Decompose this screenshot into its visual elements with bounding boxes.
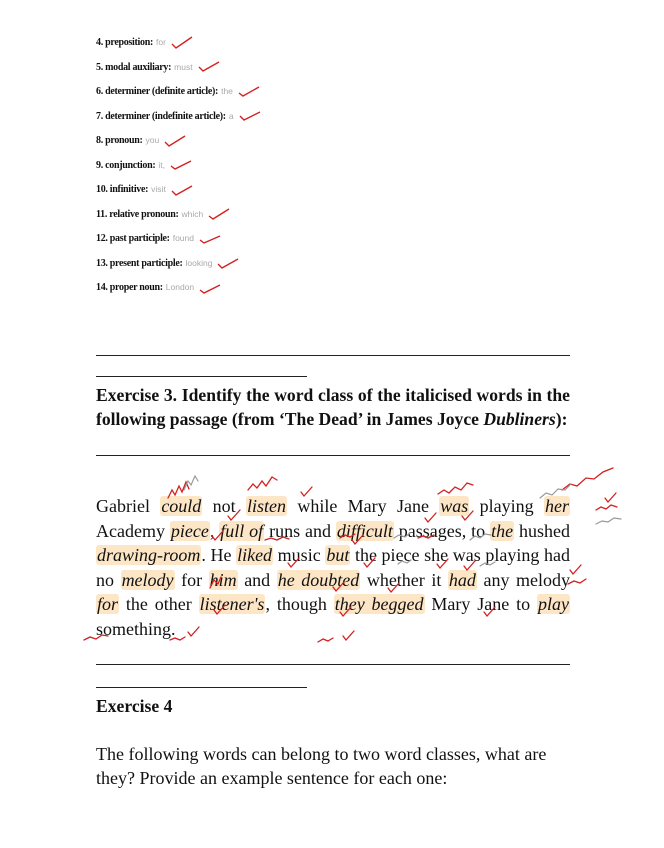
passage-text: any melody	[476, 569, 570, 590]
italic-word: listen	[246, 496, 286, 516]
passage-text: music	[273, 545, 326, 565]
tick-mark-icon	[216, 255, 240, 271]
exercise3-heading	[96, 383, 570, 431]
italic-word: full of	[220, 520, 264, 541]
tick-mark-icon	[237, 84, 261, 100]
heading-text-end: ):	[555, 409, 568, 429]
short-divider	[96, 687, 307, 688]
list-item	[96, 202, 262, 227]
tick-mark-icon	[170, 182, 194, 198]
list-item	[96, 128, 262, 153]
list-item	[96, 251, 262, 276]
passage-text: Academy	[96, 520, 170, 541]
tick-mark-icon	[169, 157, 193, 173]
exercise4-heading: Exercise 4	[96, 696, 173, 716]
short-divider	[96, 376, 307, 377]
item-answer: must	[174, 61, 193, 72]
item-label: 4. preposition:	[96, 37, 153, 48]
scribble-annotation	[248, 477, 277, 490]
exercise4-instructions: The following words can belong to two word classes, what are they? Provide an example sentence for each one:	[96, 744, 547, 788]
passage-text: whether it	[360, 569, 448, 590]
item-label: 11. relative pronoun:	[96, 208, 179, 220]
passage-text: passages, to	[393, 520, 491, 541]
list-item	[96, 275, 262, 300]
list-item	[96, 79, 262, 104]
passage-text: runs and	[264, 520, 336, 541]
italic-word: listener's	[199, 594, 265, 614]
italic-word: liked	[237, 545, 273, 565]
item-label: 9. conjunction:	[96, 159, 156, 171]
italic-word: him	[209, 569, 237, 590]
passage-text: the other	[119, 594, 199, 614]
italic-word: play	[537, 594, 569, 614]
tick-mark-icon	[198, 280, 222, 296]
passage-text: while Mary Jane	[286, 496, 440, 516]
tick-mark-icon	[605, 493, 616, 502]
passage-text: . He	[201, 545, 237, 565]
passage-text: Gabriel	[96, 496, 161, 516]
item-answer: which	[181, 208, 204, 219]
italic-word: had	[448, 569, 476, 590]
passage-text: something.	[96, 618, 176, 639]
scribble-annotation	[596, 505, 617, 510]
italic-word: could	[161, 496, 202, 516]
italic-word: difficult	[336, 520, 393, 541]
italic-word: the	[491, 520, 514, 541]
italic-word: they begged	[334, 594, 424, 614]
item-label: 10. infinitive:	[96, 184, 149, 195]
scribble-annotation	[568, 579, 586, 584]
passage-text: , though	[265, 594, 334, 614]
divider	[96, 355, 570, 356]
italic-word: but	[326, 545, 350, 565]
list-item	[96, 30, 262, 55]
item-label: 13. present participle:	[96, 257, 183, 269]
item-label: 6. determiner (definite article):	[96, 86, 219, 97]
list-item	[96, 153, 262, 178]
divider	[96, 455, 570, 456]
italic-word: her	[544, 496, 569, 516]
joyce-passage	[96, 494, 570, 641]
tick-mark-icon	[197, 59, 221, 75]
heading-book-title: Dubliners	[483, 409, 556, 429]
passage-text: Mary Jane to	[424, 594, 537, 614]
item-answer: a	[228, 110, 234, 121]
passage-text: hushed	[514, 520, 570, 541]
item-answer: for	[156, 37, 166, 47]
item-answer: looking	[185, 257, 213, 268]
item-label: 12. past participle:	[96, 233, 170, 244]
italic-word: he doubted	[277, 569, 360, 590]
item-answer: it,	[158, 159, 166, 170]
scribble-annotation	[562, 468, 613, 490]
pencil-scribble	[596, 518, 621, 524]
item-label: 14. proper noun:	[96, 282, 163, 293]
tick-mark-icon	[170, 35, 194, 51]
item-answer: found	[172, 233, 194, 243]
tick-mark-icon	[238, 108, 262, 124]
italic-word: melody	[121, 569, 174, 590]
list-item	[96, 104, 262, 129]
exercise2-answer-list	[96, 30, 262, 300]
divider	[96, 664, 570, 665]
scribble-annotation	[438, 483, 473, 494]
item-label: 7. determiner (indefinite article):	[96, 110, 226, 122]
item-label: 8. pronoun:	[96, 135, 143, 146]
item-answer: you	[145, 135, 160, 145]
list-item	[96, 226, 262, 251]
italic-word: for	[97, 594, 119, 614]
passage-text: the piece she was playing had no	[96, 545, 570, 590]
passage-text: ,	[209, 520, 220, 541]
passage-text: for	[174, 569, 209, 590]
tick-mark-icon	[163, 133, 187, 149]
italic-word: was	[440, 496, 469, 516]
italic-word: drawing-room	[97, 545, 201, 565]
heading-text: Exercise 3. Identify the word class of the italicised words in the following passage (from ‘The Dead’ in James Joyce	[96, 385, 570, 429]
item-answer: the	[221, 86, 233, 96]
list-item	[96, 177, 262, 202]
item-answer: visit	[151, 184, 166, 194]
tick-mark-icon	[198, 231, 222, 247]
list-item	[96, 55, 262, 80]
item-answer: London	[165, 282, 195, 292]
tick-mark-icon	[207, 206, 231, 222]
italic-word: piece	[170, 520, 209, 541]
passage-text: not	[202, 496, 246, 516]
passage-text: and	[237, 569, 277, 590]
tick-mark-icon	[570, 565, 581, 574]
item-label: 5. modal auxiliary:	[96, 61, 172, 73]
pencil-scribble	[184, 476, 198, 490]
passage-text: playing	[469, 496, 544, 516]
